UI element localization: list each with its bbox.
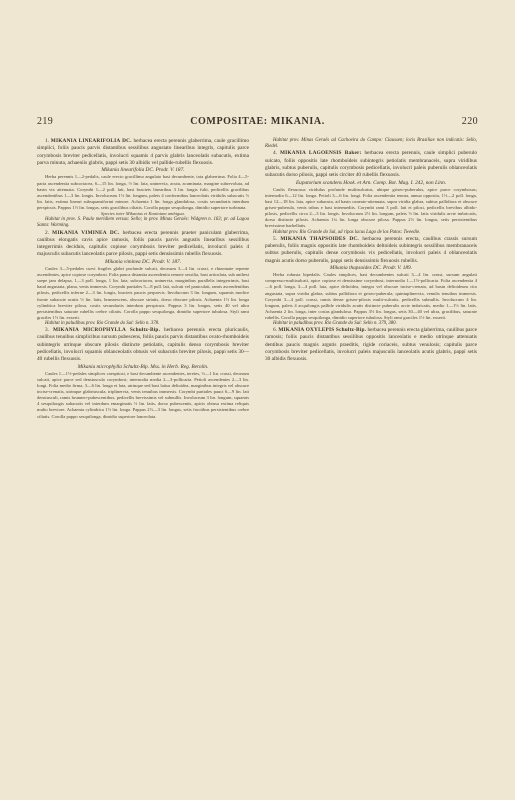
page-number-right: 220 <box>461 116 478 127</box>
synonym: Mikania viminea DC. Prodr. V. 187. <box>104 258 182 265</box>
habitat: Habitat prov. Minas Geraës ad Cachoeira do Campo: Claussen; locis Brasiliae non indicatis: Sello, Riedel. <box>265 138 477 150</box>
species-title: 2. MIKANIA VIMINEA DC. herbacea erecta perennis praeter paniculam glaberrima, caulibus elongatis cavis apice ramosis, foliis paucis parvis angustis linearibus sessilibus integerrimis deciduis, capitulis copiose corymbosis breviter pedicellatis, involucri paleis 4 majusculis subacutis lanceolatis parce pilosis, pappi setis densissimis rubellis flexuosis. <box>37 229 250 258</box>
species-title: 1. MIKANIA LINEARIFOLIA DC. herbacea erecta perennis glaberrima, caule gracillimo simplici, foliis paucis parvis distantibus sessilibus angustato linearibus integris, capitulis parce corymbosis breviter pedicellatis, involucri squamis 4 parvis glabris lanceolatis subacutis, extima parva minuta, achaeniis glabris, pappi setis 30 albidis vel pallide-rubellis flexuosis. <box>37 138 250 166</box>
description: Caules 1—1½-pedales simplices caespitosi, e basi decumbente ascendentes, teretes, ½—1 lin. crassi, deorsum sulcati, apice parce sed densiusculo corymbosi; internodia media 2—3-pollicaria. Petioli ascendentes 2—3 lin. longi. Folia medio firma, 3—6 lin. longa et lata, utrinque sed basi latius deltoidea, marginibus integris vel obscure incise-crenatis, utrinque glabriuscula, triplinervia, venis tenuibus immersis. Corymbi partiales pauci 6—9 lin. lati densiusculi, ramis brunneo-pubescentibus, pedicellis brevissimis vel subnullis. Involucrum 3 lin. longum, squamis 4 sesquilongis subacutis vel interdum emarginatis ⅓ lin. latis, dorso pubescentis, apicis obtusa extima reliquis multo breviore. Achaenia cylindrica 1½ lin. longa. Pappus 2⅓—3 lin. longus, setis fructibus persistentibus crebre ciliatis. Corolla pappo sesquilonga, dimidio superiore lanceolata. <box>37 370 249 419</box>
habitat: Habitat in paludibus prov. Rio Grande do Sul: Sello n. 379, 380. <box>273 320 397 326</box>
description: Caules 3—5-pedales curvi fragiles glabri profunde sulcati, deorsum 3—4 lin. crassi, e rhizomate repente ascendentes, apice copiose corymbosi. Folia pauca distantia ascendentia remote sessilia, basi articulata, sub anthesi saepe jam delapsa, 1—3 poll. longa, 1 lin. lata, subcoriacea, uninervia, marginibus parallelis integerrimis, basi haud angustata, plana, venis immersis. Corymbi partiales 5—8 poll. lati, sulcati vel paniculati, ramis ascendentibus pilosis, pedicellis inferne 2—3 lin. longis, bracteis paucis perparvis. Involucrum 3 lin. longum, squamis modice fronte subacute acutis ½ lin. latis, brunnescens, obscure striatis, dorso obscure pilosis. Achaenia 1½ lin. longa cylindrica breviter pilosa, costis secundariis interdum perspicuis. Pappus 3 lin. longus, setis 40 vel ultra persistentibus saturate rubellis crebre ciliatis. Corolla pappo sesquilonga, dimidio superiore tubulosa. Styli rami graciles 1½ lin. exserti. <box>37 266 249 320</box>
synonym: Mikania microphylla Schultz-Bip. Mss. in Herb. Reg. Berolin. <box>77 363 209 370</box>
species-title: 4. MIKANIA LAGOENSIS Baker: herbacea erecta perennis, caule simplici puberulo sulcato, foliis oppositis late rhomboideis subintegris petiolatis membranaceis, supra viridibus glabris, subtus puberulis, capitulis corymbosis pedicellatis, involucri paleis puberulis oblanceolatis subacutis dorso pilosis, pappi setis circiter 40 rubellis flexuosis. <box>265 150 478 179</box>
left-column <box>37 138 249 420</box>
page-header <box>37 116 478 130</box>
right-column <box>265 138 477 364</box>
species-note: Species inter Mikanias et Kaniniam ambigua. <box>101 211 185 217</box>
running-title: COMPOSITAE: MIKANIA. <box>190 116 325 127</box>
description: Herba robusta bipedalis. Caules simplices, basi decumbentes sulcati 3—4 lin. crassi, sursum angulati compresso-multisulcati, apice copiose et densissime corymbosi; internodia 1—1½-pollicaria. Folia ascendentia 4—6 poll. longa, 3—4 poll. lata, apice deltoidea, integra vel obscure incise-crenata, ad basin deltoideum cito angustata, supra viridia glabra, subtus pallidiora et griseo-puberula, quintuplinervia, venulis tenuibus immersis. Corymbi 3—4 poll. crassi, ramis dense griseo-pilosis multi-sulcatis, pedicellis subnullis. Involucrum 4 lin. longum, paleis 4 acquilongis pallide viridulis acutis distincte puberulis arcte imbricatis, medio 1—1½ lin. latis. Achaenia 2 lin. longa, inter costas glandulosa. Pappus 3½ lin. longus, setis 30—40 vel ultra, gracilibus, saturate rubellis. Corolla pappo sesquilonga, dimidio superiore tubulosa. Styli rami graciles 1½ lin. exserti. <box>265 272 477 320</box>
species-title: 5. MIKANIA THAPSOIDES DC. herbacea perennis erecta, caulibus crassis sursum puberulis, foliis magnis oppositis late rhomboideis deltoideis subintegris sessilibus membranaceis subtus puberulis, capitulis dense corymbosis vix pedicellatis, involucri paleis 4 oblanceolatis magnis acutis dorso puberulis, pappi setis densissimis flexuosis rubellis. <box>265 235 477 264</box>
synonym: Mikania thapsoides DC. Prodr. V. 189. <box>330 264 412 271</box>
species-title: 6. MIKANIA OXYLEPIS Schultz-Bip. herbacea perennis erecta glaberrima, caulibus parce ramosis; foliis paucis distantibus sessilibus oppositis lanceolatis e medio utrinque attenuatis dentibus paucis magnis argutis praeditis, rigide coriaceis, subtus venulosis; capitulis parce corymbosis breviter pedicellatis, involucri paleis majusculis lanceolatis acutis glabris, pappi setis 30 albidis flexuosis. <box>265 327 477 363</box>
synonym: Mikania linearifolia DC. Prodr. V. 187. <box>101 167 185 174</box>
synonym: Eupatorium scandens Hook. et Arn. Comp. Bot. Mag. I. 242, non Linn. <box>295 179 447 186</box>
species-title: 3. MIKANIA MICROPHYLLA Schultz-Bip. herbacea perennis erecta pluricaulis, caulibus tenuibus simplicibus sursum pubescens, foliis paucis parvis distantibus ovato-rhomboideis subintegris utrinque obscure pilosis distincte petiolatis, capitulis denso corymbosis breviter pedicellatis, involucri squamis oblanceolatis obtusis vel subacutis breviter pilosis, pappi setis 30—40 rubellis flexuosis. <box>37 327 249 363</box>
description: Herba perennis 1—2-pedalis, caule erecto gracillimo angulato basi decumbente, tota glaberrima. Folia 4—5-paria ascendentia subcoriacea, 6—15 lin. longa, ½ lin. lata, uninervia, acuta, acuminata, margine subrevoluta, ad basin vix attenuata. Corymbi 1—2 poll. lati, basi bracteis linearibus 3 lin. longis fulti, pedicellis gracilibus ascendentibus 1—3 lin. longis. Involucrum 1½ lin. longum, paleis 4 conformibus lanceolatis viridulis subacutis ⅓ lin. latis, extima lineari subsquamiformi minore. Achaenia 1 lin. longa glandulosa, costis secundariis interdum perspicuis. Pappus 1½ lin. longus, setis gracilibus ciliatis. Corolla pappo sesquilonga, dimidio superiore turbinata. <box>37 174 249 210</box>
habitat: Habitat prov. Rio Grande do Sul, ad ripas lacus Lago de los Patos: Tweedie. <box>273 229 421 235</box>
habitat: Habitat in prov. S. Paulo meridiem versus: Sello; in prov. Minas Geraës: Widgren n. 163; pr. ad Lagoa Santa: Warming. <box>37 217 249 229</box>
habitat: Habitat in paludibus prov. Rio Grande do Sul: Sello n. 378. <box>45 320 160 326</box>
description: Caulis flexuosus viridulus profunde multisulcatus, ubique griseo-puberulus, apice parce corymbosus; internodia 6—12 lin. longa. Petioli 3—6 lin. longi. Folia ascendentia tenuia, annua opposita, 1½—2 poll. longa, basi 12—18 lin. lata, apice subacuta, ad basin cuneato-attenuata, supra viridia glabra, subtus pallidiora et obscure griseo-puberula, venis tribus e basi intermediis. Corymbi rami 3 poll. lati et pilosi, pedicellis brevibus albido-pilosis, pedicellis circa 2—3 lin. longis. Involucrum 2⅓ lin. longum, paleis ½ lin. latis viridulis arcte imbricatis, dorso distincte pilosis. Achaenia 1¼ lin. longa obscure pilosa. Pappus 2⅓ lin. longus, setis persistentibus brevissime barbellatis. <box>265 186 477 229</box>
page-number-left: 219 <box>37 116 54 127</box>
